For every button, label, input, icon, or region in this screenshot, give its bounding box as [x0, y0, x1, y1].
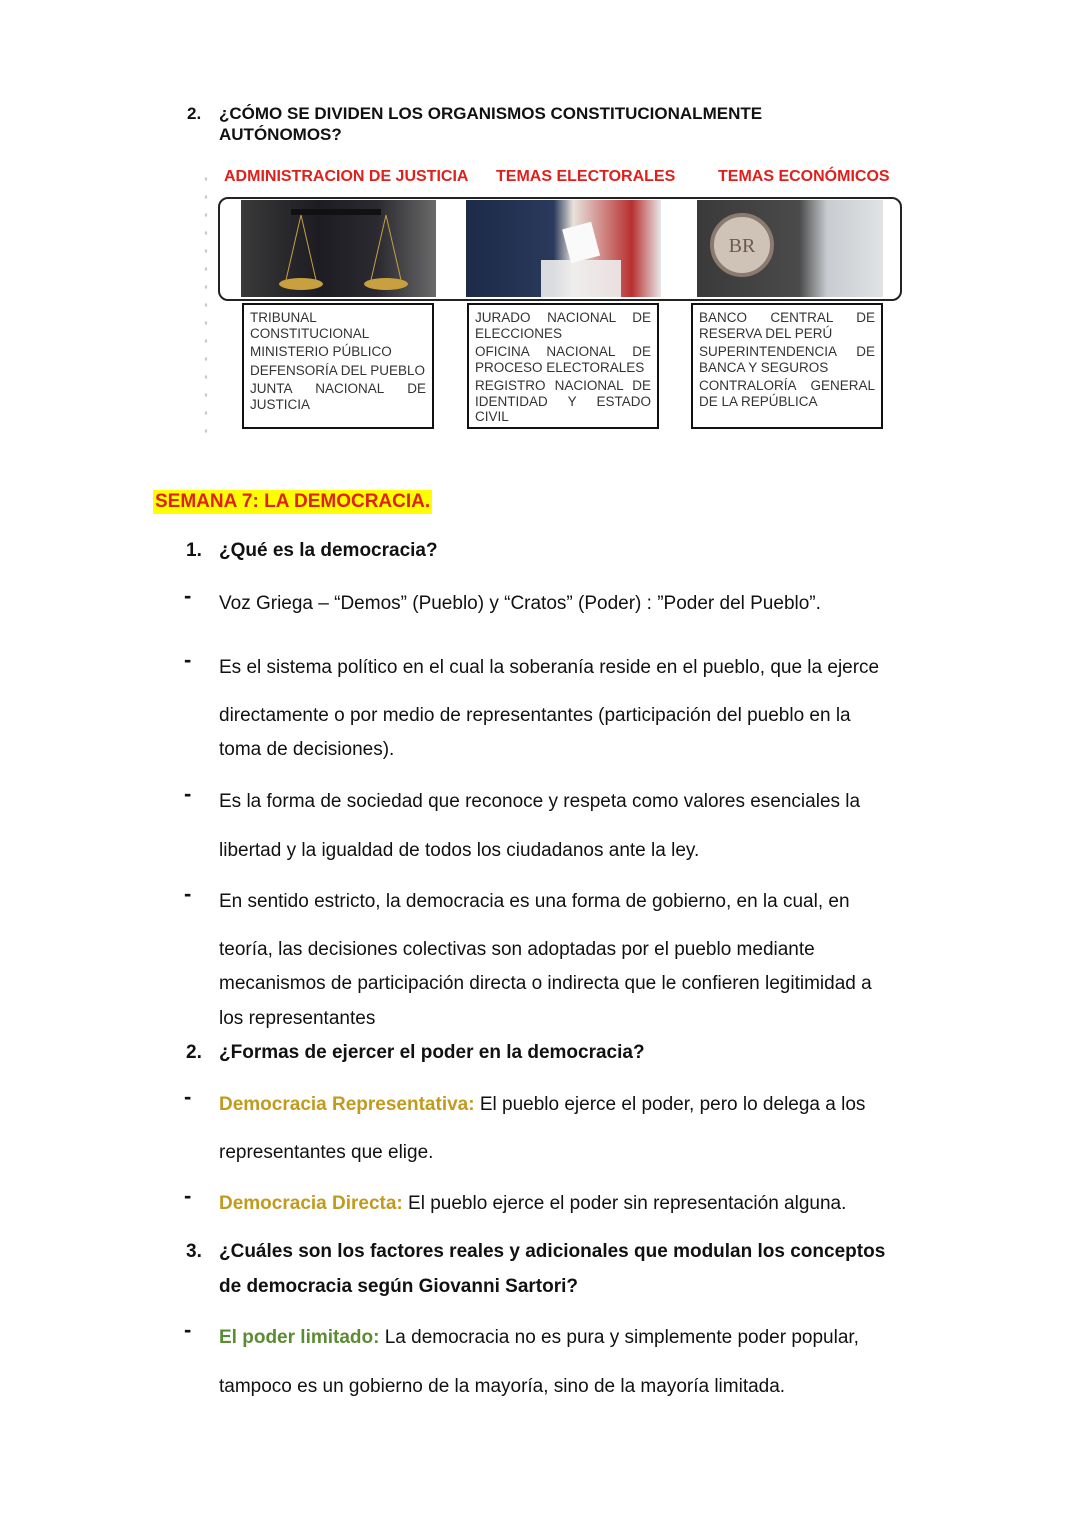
question-number: 3.	[186, 1241, 202, 1262]
scales-icon	[241, 200, 436, 297]
bullet-dash: -	[184, 583, 192, 608]
question-title-cont: de democracia según Giovanni Sartori?	[219, 1276, 578, 1297]
ballot-box-image	[466, 200, 661, 297]
organism-item: BANCO CENTRAL DE RESERVA DEL PERÚ	[699, 310, 875, 341]
bullet-text: tampoco es un gobierno de la mayoría, sino de la mayoría limitada.	[219, 1376, 786, 1397]
organism-item: MINISTERIO PÚBLICO	[250, 344, 392, 359]
organism-item: REGISTRO NACIONAL DE IDENTIDAD Y ESTADO CIVIL	[475, 378, 651, 424]
bullet-dash: -	[184, 781, 192, 806]
definition-text: La democracia no es pura y simplemente poder popular,	[379, 1327, 859, 1348]
definition-text: El pueblo ejerce el poder, pero lo delega a los	[474, 1094, 866, 1115]
svg-text:BR: BR	[728, 235, 756, 257]
bullet-text: los representantes	[219, 1008, 376, 1029]
bullet-text: toma de decisiones).	[219, 739, 395, 760]
ballot-icon	[466, 200, 661, 297]
economic-organisms-box	[691, 303, 883, 429]
justice-organisms-box	[242, 303, 434, 429]
category-label-economic: TEMAS ECONÓMICOS	[718, 168, 890, 185]
term-representative: Democracia Representativa:	[219, 1094, 475, 1115]
bullet-dash: -	[184, 1317, 192, 1342]
category-label-justice: ADMINISTRACION DE JUSTICIA	[224, 168, 469, 185]
category-label-electoral: TEMAS ELECTORALES	[496, 168, 676, 185]
question-number: 1.	[186, 540, 202, 561]
question-number: 2.	[186, 1042, 202, 1063]
bank-seal-icon	[697, 200, 883, 297]
bullet-dash: -	[184, 1183, 192, 1208]
bullet-text: Es el sistema político en el cual la soberanía reside en el pueblo, que la ejerce	[219, 657, 880, 678]
bullet-dash: -	[184, 881, 192, 906]
question-title: ¿Cuáles son los factores reales y adicionales que modulan los conceptos	[219, 1241, 886, 1262]
section-title-cont: AUTÓNOMOS?	[219, 125, 342, 144]
section-title: ¿CÓMO SE DIVIDEN LOS ORGANISMOS CONSTITUCIONALMENTE	[219, 104, 763, 123]
section-number: 2.	[187, 104, 202, 123]
bullet-text	[219, 1093, 865, 1117]
justice-scales-image	[241, 200, 436, 297]
organism-item: CONTRALORÍA GENERAL DE LA REPÚBLICA	[699, 378, 875, 409]
bullet-text	[219, 1326, 859, 1350]
bullet-text: libertad y la igualdad de todos los ciudadanos ante la ley.	[219, 840, 700, 861]
week-title: SEMANA 7: LA DEMOCRACIA.	[155, 491, 431, 512]
organism-item: OFICINA NACIONAL DE PROCESO ELECTORALES	[475, 344, 651, 375]
term-limited-power: El poder limitado:	[219, 1327, 380, 1348]
bullet-dash: -	[184, 647, 192, 672]
organism-item: SUPERINTENDENCIA DE BANCA Y SEGUROS	[699, 344, 875, 375]
central-bank-image	[697, 200, 883, 297]
decorative-dots	[200, 170, 212, 435]
bullet-text: En sentido estricto, la democracia es una forma de gobierno, en la cual, en	[219, 891, 850, 912]
question-title: ¿Qué es la democracia?	[219, 540, 438, 561]
bullet-text: Voz Griega – “Demos” (Pueblo) y “Cratos” (Poder) : ”Poder del Pueblo”.	[219, 593, 821, 614]
organism-item: TRIBUNAL CONSTITUCIONAL	[250, 310, 370, 341]
organism-item: JUNTA NACIONAL DE JUSTICIA	[250, 381, 426, 412]
bullet-text: directamente o por medio de representantes (participación del pueblo en la	[219, 705, 851, 726]
definition-text: El pueblo ejerce el poder sin representación alguna.	[402, 1193, 847, 1214]
bullet-text: Es la forma de sociedad que reconoce y respeta como valores esenciales la	[219, 791, 861, 812]
bullet-dash: -	[184, 1084, 192, 1109]
bullet-text: representantes que elige.	[219, 1142, 434, 1163]
term-direct: Democracia Directa:	[219, 1193, 403, 1214]
bullet-text: teoría, las decisiones colectivas son adoptadas por el pueblo mediante	[219, 939, 815, 960]
question-title: ¿Formas de ejercer el poder en la democracia?	[219, 1042, 645, 1063]
electoral-organisms-box	[467, 303, 659, 429]
bullet-text: mecanismos de participación directa o indirecta que le confieren legitimidad a	[219, 973, 872, 994]
organism-item: DEFENSORÍA DEL PUEBLO	[250, 362, 426, 378]
bullet-text	[219, 1192, 846, 1216]
organism-item: JURADO NACIONAL DE ELECCIONES	[475, 310, 651, 341]
